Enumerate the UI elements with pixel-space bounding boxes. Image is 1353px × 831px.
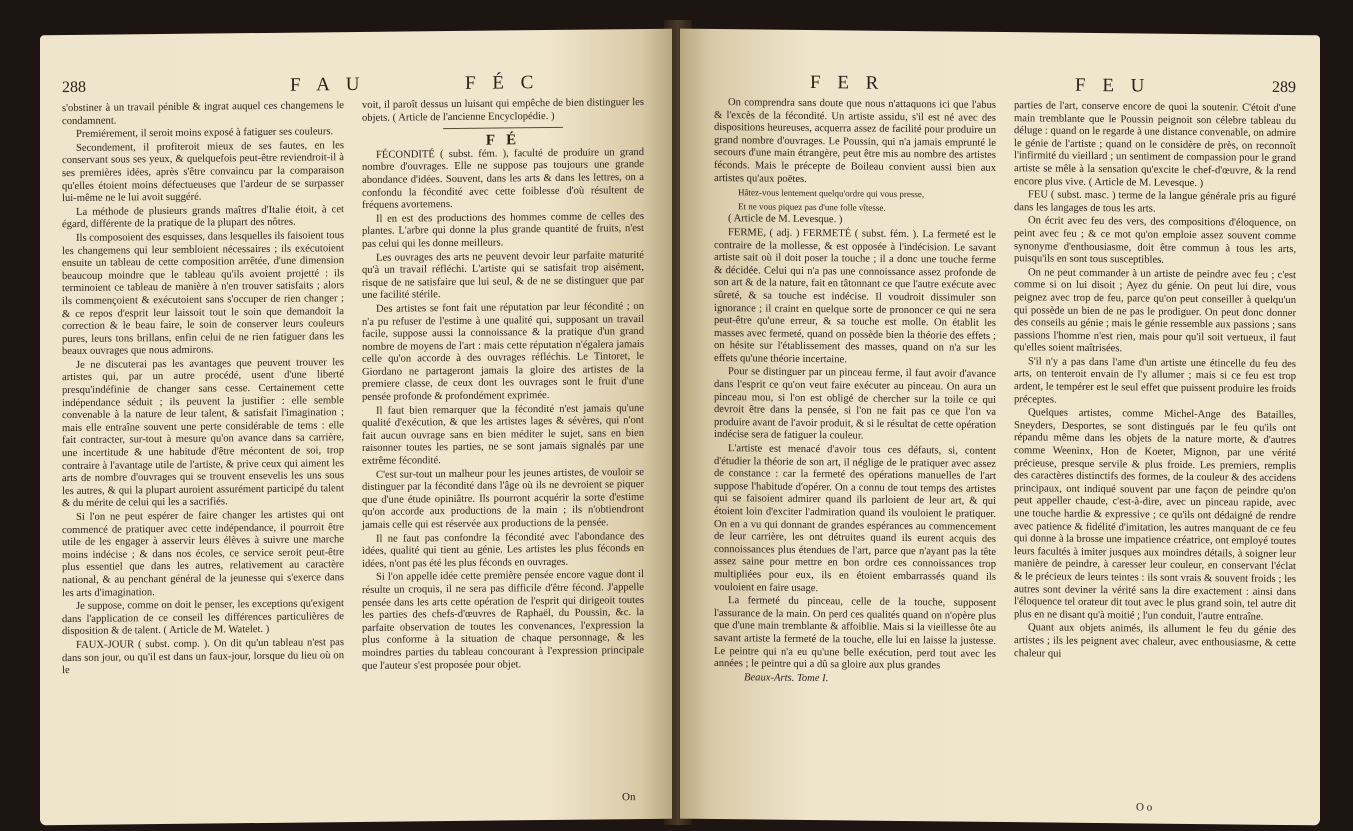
text-column-1 [714,97,996,688]
right-page [680,29,1320,826]
paragraph: Si l'on appelle idée cette première pensée encore vague dont il résulte un croquis, il ne sera pas difficile d'être fécond. J'appelle pensée dans les arts cette opération de l'esprit qui dirigeoit toutes les parties des chefs-d'œuvres de Raphaël, du Poussin, &c. la parfaite observation de toutes les convenances, l'expression la plus conforme à la situation de chaque personnage, & les moindres parties du tableau concourant à l'expression principale que l'auteur s'est proposée pour objet. [362,569,644,672]
paragraph: C'est sur-tout un malheur pour les jeunes artistes, de vouloir se distinguer par la fécondité dans l'âge où ils ne devroient se piquer que d'une étude opiniâtre. Ils pourront acquérir la sorte d'estime qu'on accorde aux productions de la main ; ils n'obtiendront jamais celle qui est réservée aux productions de la pensée. [362,466,644,531]
running-head: F A U [290,73,366,96]
section-heading: F É [485,132,521,149]
running-head: F E U [1075,74,1151,97]
catchword: On [622,791,636,804]
paragraph: L'artiste est menacé d'avoir tous ces défauts, si, content d'étudier la théorie de son art, il néglige de le pratiquer avec assez de constance : car la fermeté des opérations manuelles de l'art suppose l'habitude d'opérer. On a connu de tout temps des artistes qui se faisoient admirer quand ils parloient de leur art, & qui étoient loin d'exciter l'admiration quand ils vouloient le pratiquer. On en a vu qui donnant de grandes espérances au commencement de leur carrière, les ont détruites quand ils eurent acquis des connoissances plus étendues de l'art, parce que n'ayant pas la tête assez saine pour mettre en bon ordre ces connoissances trop multipliées pour eux, ils en étoient embarrassés quand ils vouloient en faire usage. [714,443,996,594]
paragraph: parties de l'art, conserve encore de quoi la soutenir. C'étoit d'une main tremblante que le Poussin peignoit son célebre tableau du déluge : quand on le regarde à une distance convenable, on admire le génie de l'artiste ; quand on le considère de près, on reconnoît l'infirmité du vieillard ; un sentiment de compassion pour le grand artiste se mêle à la sensation qu'excite le chef-d'œuvre, & la rend encore plus vive. ( Article de M. Levesque. ) [1014,100,1296,189]
page-number: 289 [1272,78,1296,97]
entry-ferme: FERME, ( adj. ) FERMETÉ ( subst. fém. ). La fermeté est le contraire de la mollesse, & est opposée à l'indécision. Le savant artiste sait où il doit poser la touche ; il a donc une touche ferme & décidée. Celui qui n'a pas une connoissance assez profonde de son art & de la nature, fait en tâtonnant ce que l'autre exécute avec sûreté, & sa touche est indécise. Il voudroit dissimuler son ignorance ; il craint en quelque sorte de prononcer ce qui ne sera peut-être qu'une erreur, & sa touche est molle. On établit les masses avec fermeté, quand on possède bien la théorie des effets ; on hésite sur l'établissement des masses, quand on n'a sur les effets qu'une théorie incertaine. [714,227,996,366]
text-column-2 [362,97,644,674]
entry-feu: FEU ( subst. masc. ) terme de la langue générale pris au figuré dans les langages de tous les arts. [1014,189,1296,215]
paragraph: Il en est des productions des hommes comme de celles des plantes. L'arbre qui donne la plus grande quantité de fruits, n'est pas celui qui les donne meilleurs. [362,210,644,250]
verse-quote: Hâtez-vous lentement quelqu'ordre qui vous presse, [738,187,925,200]
verse-quote: Et ne vous piquez pas d'une folle vîtesse. [738,201,886,213]
paragraph: La fermeté du pinceau, celle de la touche, supposent l'assurance de la main. On perd ces qualités quand on n'opère plus que d'une main tremblante & affoiblie. Mais si la vieillesse ôte au savant artiste la fermeté de la touche, elle lui en laisse la justesse. Le peintre qui n'a eu qu'une belle exécution, perd tout avec les années ; le peintre qui a dû sa gloire aux plus grandes [714,595,996,672]
paragraph: Quelques artistes, comme Michel-Ange des Batailles, Sneyders, Desportes, se sont distingués par le feu qu'ils ont répandu même dans les objets de la nature morte, & d'autres comme Weeninx, Hon de Koeter, Mignon, par une vérité précieuse, presque servile & plus froide. Les premiers, remplis des caractères distinctifs des formes, de la couleur & des accidens principaux, ont indiqué souvent par une façon de peindre qu'on peut appeller chaude, c'est-à-dire, avec un pinceau rapide, avec une touche hardie & expressive ; ce qu'ils ont dédaigné de rendre avec patience & fidélité d'imitation, les autres manquant de ce feu qui donne à la brosse une impatience créatrice, ont employé toutes leurs facultés à imiter jusques aux moindres détails, à soigner leur manière de peindre, à caresser leur couleur, en conservant l'éclat & le précieux de leurs teintes : ils sont vrais & souvent froids ; les autres sont deviner la vérité sans la dire exactement : ainsi dans l'éloquence tel orateur dit tout avec le plus grand soin, tel autre dit plus en ne disant qu'à moitié ; l'un conduit, l'autre entraîne. [1014,407,1296,623]
paragraph: Si l'on ne peut espérer de faire changer les artistes qui ont commencé de pratiquer avec cette indépendance, il pourroit être utile de les engager à asservir leurs élèves à suivre une marche moins indécise ; & dans nos écoles, ce service seroit peut-être plus essentiel que dans les autres, relativement au caractère national, & au penchant général de la jeunesse qui s'exerce dans les arts d'imagination. [62,509,344,599]
paragraph: Il faut bien remarquer que la fécondité n'est jamais qu'une qualité d'exécution, & que les artistes lages & sévères, qui n'ont fait aucun ouvrage sans en bien méditer le sujet, sans en bien raisonner toutes les parties, ne se sont jamais signalés par une extrême fécondité. [362,402,644,467]
entry-faux-jour: FAUX-JOUR ( subst. comp. ). On dit qu'un tableau n'est pas dans son jour, ou qu'il est dans un faux-jour, lorsque du lieu où on le [62,637,344,677]
signature-mark: O o [1136,801,1153,814]
paragraph: Premiérement, il seroit moins exposé à fatiguer ses couleurs. [76,126,334,141]
entry-fecondite: FÉCONDITÉ ( subst. fém. ), faculté de produire un grand nombre d'ouvrages. Elle ne suppose pas toujours une grande abondance d'idées. Souvent, dans les arts & dans les lettres, on a confondu la fécondité avec cette foiblesse d'où résultent de fréquens avortemens. [362,146,644,212]
paragraph: Secondement, il profiteroit mieux de ses fautes, en les conservant sous ses yeux, & quelquefois peut-être reviendroit-il à ses premières idées, après s'être convaincu par la comparaison qu'elles étoient moins défectueuses que l'ardeur de se surpasser lui-même ne le lui avoit suggéré. [62,139,344,205]
page-number: 288 [62,78,86,97]
running-head: F É C [465,72,540,94]
paragraph: S'il n'y a pas dans l'ame d'un artiste une étincelle du feu des arts, on tenteroit envain de l'y allumer ; mais si ce feu est trop ardent, le tempérer est le seul effet que puissent produire les froids préceptes. [1014,356,1296,406]
left-page [40,29,672,826]
paragraph: Quant aux objets animés, ils allument le feu du génie des artistes ; ils les peignent avec chaleur, avec enthousiasme, & cette chaleur qui [1014,622,1296,660]
text-column-1 [62,100,344,679]
paragraph: Il ne faut pas confondre la fécondité avec l'abondance des idées, qualité qui tient au génie. Les artistes les plus féconds en idées, n'ont pas été les plus féconds en ouvrages. [362,530,644,570]
paragraph: On ne peut commander à un artiste de peindre avec feu ; c'est comme si on lui disoit ; Ayez du génie. On peut lui dire, vous peignez avec trop de feu, parce qu'on peut conseiller à quelqu'un qui possède un bien de ne pas le prodiguer. On peut donc donner des conseils au génie ; mais le génie ressemble aux passions ; sans passions l'homme n'est rien, mais pour qu'il soit vertueux, il faut qu'elles soient maîtrisées. [1014,267,1296,355]
signature-line: Beaux-Arts. Tome I. [744,672,829,684]
paragraph: Des artistes se font fait une réputation par leur fécondité ; on n'a pu refuser de l'estime à une qualité qui, supposant un travail facile, suppose aussi la connoissance & la pratique d'un grand nombre de moyens de l'art : mais cette réputation n'égalera jamais celle qu'on accorde à des ouvrages réfléchis. Le Tintoret, le Giordano ne partageront jamais la gloire des artistes de la premiere classe, de ceux dont les ouvrages sont le fruit d'une pensée profonde & profondément exprimée. [362,300,644,403]
paragraph: On écrit avec feu des vers, des compositions d'éloquence, on peint avec feu ; & ce mot qu'on emploie assez souvent comme synonyme d'enthousiasme, doit être commun à tous les arts, puisqu'ils en sont tous susceptibles. [1014,215,1296,266]
paragraph: Pour se distinguer par un pinceau ferme, il faut avoir d'avance dans l'esprit ce qu'on veut faire exécuter au pinceau. On aura un pinceau mou, si l'on est obligé de chercher sur la toile ce qui devroit être dans la pensée, si l'on ne fait pas ce que l'on va produire avant de l'avoir produit, & si le résultat de cette opération indécise sera de fatiguer la couleur. [714,366,996,443]
paragraph: Ils composoient des esquisses, dans lesquelles ils faisoient tous les changemens qui leur sembloient nécessaires ; ils exécutoient ensuite un tableau de cette composition arrêtée, d'une dimension beaucoup moindre que le tableau qu'ils avoient projetté : ils terminoient ce tableau de manière à n'en trouver satisfaits ; alors ils commençoient & exécutoient sans s'occuper de rien changer ; & ce repos d'esprit leur laissoit tout le soin que demandoit la correction & le beau faire, le soin de conserver leurs couleurs pures, leurs tons brillans, enfin celui de ne rien fatiguer dans les beaux ouvrages que nous admirons. [62,230,344,358]
paragraph: Je suppose, comme on doit le penser, les exceptions qu'exigent dans l'application de ce conseil les différences particulières de disposition & de talent. ( Article de M. Watelet. ) [62,598,344,638]
paragraph: Les ouvrages des arts ne peuvent devoir leur parfaite maturité qu'à un travail réfléchi. L'artiste qui se satisfait trop aisément, risque de ne satisfaire que lui seul, & de ne se distinguer que par une facilité stérile. [362,249,644,302]
divider [443,127,563,129]
paragraph: s'obstiner à un travail pénible & ingrat auquel ces changemens le condamnent. [62,100,344,127]
paragraph: Je ne discuterai pas les avantages que peuvent trouver les artistes qui, par un autre procédé, usent d'une liberté presqu'indéfinie de changer sans cesse. Certainement cette indépendance séduit ; ils peuvent la justifier : elle semble convenable à la nature de leur talent, & satisfait l'imagination ; mais elle entraîne souvent une perte considérable de tems : elle fait contracter, sur-tout à mesure qu'on avance dans sa carrière, une incertitude & une habitude d'être mécontent de soi, trop contraire à l'avantage utile de l'artiste, & prive ceux qui aiment les arts de nombre d'ouvrages qui se trouvent ensevelis les uns sous les autres, & qui la plupart auroient assurément participé du talent & du mérite de celui qui les a sacrifiés. [62,357,344,510]
text-column-2 [1014,100,1296,664]
paragraph: La méthode de plusieurs grands maîtres d'Italie étoit, à cet égard, différente de la pratique de la plupart des nôtres. [62,203,344,231]
paragraph: voit, il paroît dessus un luisant qui empêche de bien distinguer les objets. ( Article de l'ancienne Encyclopédie. ) [362,96,644,124]
running-head: F E R [810,72,885,94]
paragraph: On comprendra sans doute que nous n'attaquons ici que l'abus & l'excès de la fécondité. Un artiste assidu, s'il est né avec des dispositions heureuses, acquerra assez de facilité pour produire un grand nombre d'ouvrages. Le Poussin, qui n'a jamais emprunté le secours d'une main étrangère, peut être mis au nombre des artistes féconds. Mais le précepte de Boileau convient aussi bien aux artistes qu'aux poëtes. [714,97,996,185]
attribution: ( Article de M. Levesque. ) [728,213,843,226]
